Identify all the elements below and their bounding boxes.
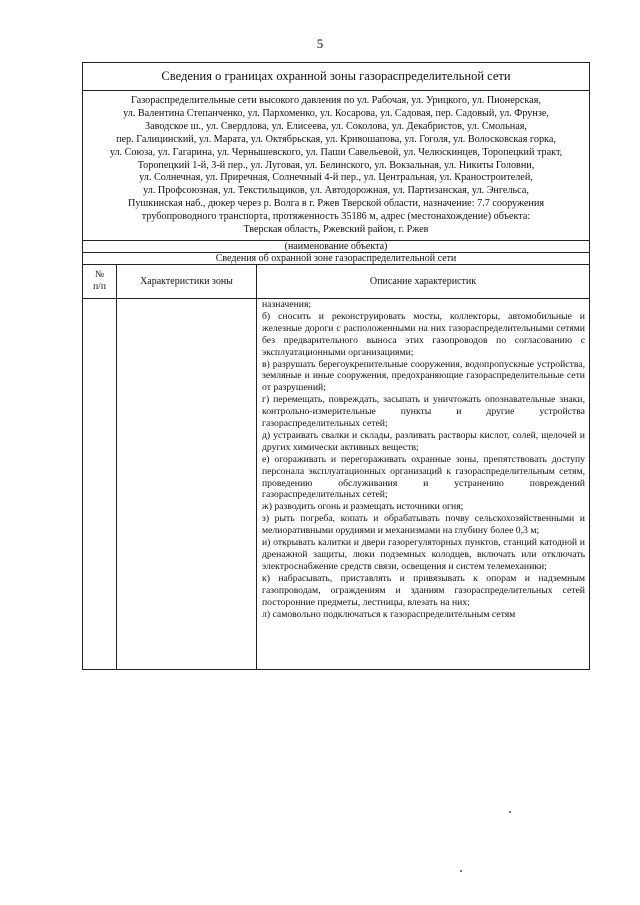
description-paragraph: д) устраивать свалки и склады, разливать растворы кислот, солей, щелочей и других химически активных веществ; [262,429,585,453]
description-paragraph: б) сносить и реконструировать мосты, коллекторы, автомобильные и железные дороги с расположенными на них газораспределительными сетями без предварительного выноса этих газопроводов по согласованию с эксплуатационными организациями; [262,310,585,358]
object-line: ул. Валентина Степанченко, ул. Пархоменко, ул. Косарова, ул. Садовая, пер. Садовый, ул. Фрунзе, [123,107,549,119]
description-paragraph: л) самовольно подключаться к газораспределительным сетям [262,608,516,620]
object-caption: (наименование объекта) [83,241,589,253]
object-line: ул. Профсоюзная, ул. Текстильщиков, ул. Автодорожная, ул. Партизанская, ул. Энгельса, [143,185,529,197]
object-line: Торопецкий 1-й, 3-й пер., ул. Луговая, ул. Белинского, ул. Вокзальная, ул. Никиты Головни, [137,159,535,171]
description-paragraph: ж) разводить огонь и размещать источники огня; [262,501,464,513]
scan-speck [460,870,462,872]
description-paragraph: е) огораживать и перегораживать охранные зоны, препятствовать доступу персонала эксплуатационных организаций к газораспределительным сетям, проведению обслуживания и устранению повреждений газораспределительных сетей; [262,453,585,501]
table-header-row [83,265,589,299]
zone-info-table [82,62,590,670]
zone-caption: Сведения об охранной зоне газораспределительной сети [83,253,589,265]
object-line: Газораспределительные сети высокого давления по ул. Рабочая, ул. Урицкого, ул. Пионерская, [131,95,541,106]
header-number [83,265,117,298]
description-paragraph: назначения; [262,298,312,310]
table-row [83,299,589,669]
page-number: 5 [316,36,324,51]
object-line: пер. Галицинский, ул. Марата, ул. Октябрьская, ул. Кривошапова, ул. Гоголя, ул. Волосковская горка, [116,133,556,145]
object-line: ул. Союза, ул. Гагарина, ул. Чернышевского, ул. Паши Савельевой, ул. Челюскинцев, Торопецкий тракт, [109,146,563,158]
description-paragraph: г) перемещать, повреждать, засыпать и уничтожать опознавательные знаки, контрольно-измерительные пункты и другие устройства газораспределительных сетей; [262,394,585,430]
object-line: трубопроводного транспорта, протяженность 35186 м, адрес (местонахождение) объекта: [141,211,531,223]
description-paragraph: к) набрасывать, приставлять и привязывать к опорам и надземным газопроводам, ограждениям и зданиям газораспределительных сетей посторонние предметы, лестницы, влезать на них; [262,572,585,608]
header-number-abbr: п/п [93,281,106,292]
object-line: Заводское ш., ул. Свердлова, ул. Елисеева, ул. Соколова, ул. Декабристов, ул. Смольная, [145,120,527,132]
row-description-cell [257,299,589,669]
object-line: ул. Солнечная, ул. Приречная, Солнечный 4-й пер., ул. Центральная, ул. Краностроителей, [139,172,533,184]
object-line: Пушкинская наб., дюкер через р. Волга в г. Ржев Тверской области, назначение: 7.7 сооружения [127,198,545,210]
header-number-symbol: № [94,269,105,280]
description-paragraph: и) открывать калитки и двери газорегуляторных пунктов, станций катодной и дренажной защиты, люки подземных колодцев, включать или отключать электроснабжение средств связи, освещения и систем телемеханики; [262,537,585,572]
description-paragraph: з) рыть погреба, копать и обрабатывать почву сельскохозяйственными и мелиоративными орудиями и механизмами на глубину более 0,3 м; [262,513,585,537]
header-description: Описание характеристик [369,275,477,287]
object-line: Тверская область, Ржевский район, г. Ржев [243,224,429,236]
table-title: Сведения о границах охранной зоны газораспределительной сети [83,63,589,91]
scan-speck [509,811,511,813]
row-characteristics-cell [117,299,257,669]
description-paragraph: в) разрушать берегоукрепительные сооружения, водопропускные устройства, земляные и иные сооружения, предохраняющие газораспределительные сети от разрушений; [262,358,585,394]
header-characteristics: Характеристики зоны [117,265,257,298]
object-description [83,91,589,241]
row-number-cell [83,299,117,669]
